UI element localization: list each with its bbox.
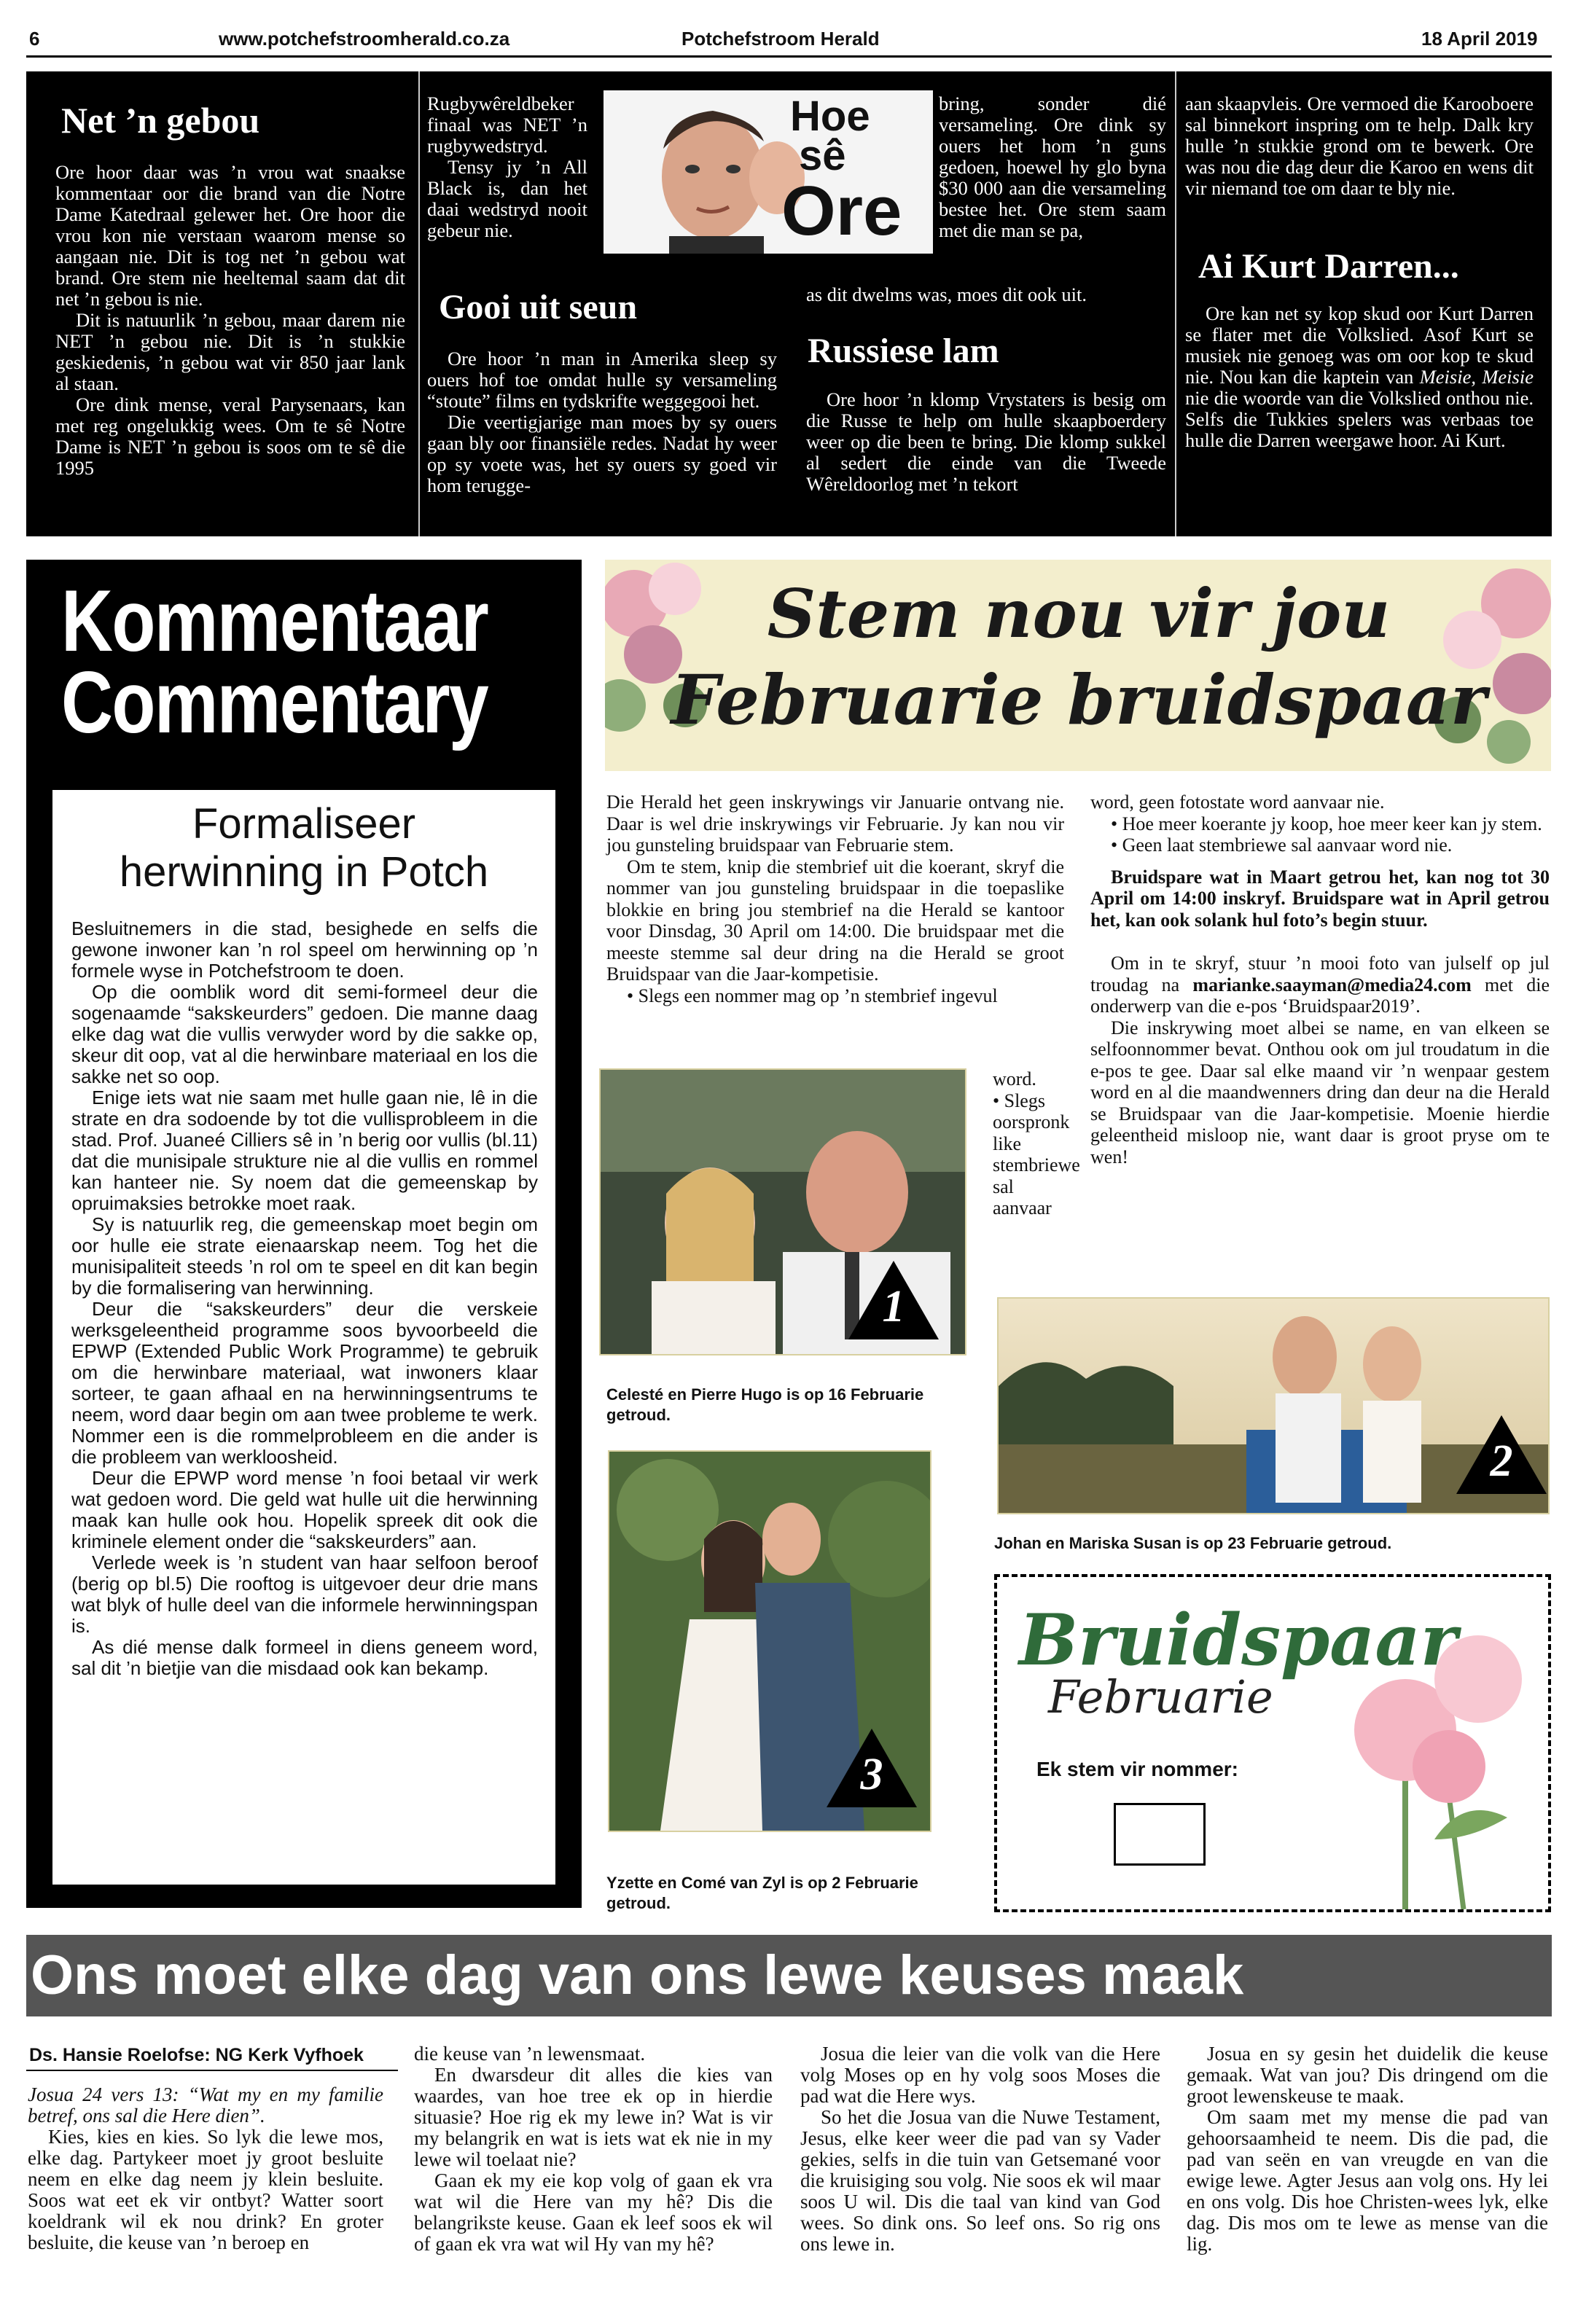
vote-coupon[interactable] <box>994 1574 1551 1912</box>
ons-moet-paragraph: Gaan ek my eie kop volg of gaan ek vra wat wil die Here van my hê? Dis die belangrikste keuse. Gaan ek leef soos ek wil of gaan ek vra wat wil Hy van my hê? <box>414 2170 773 2255</box>
col1-paragraph: Dit is natuurlik ’n gebou, maar darem nie NET ’n gebou nie. Dit is ’n stukkie geskiedenis, ’n gebou wat vir 850 jaar lank al staan. <box>55 309 405 394</box>
kommentaar-headline-2: herwinning in Potch <box>119 848 489 896</box>
kommentaar-paragraph: Op die oomblik word dit semi-formeel deur die sogenaamde “sakskeurders” gedoen. Die manne daag elke dag wat die vullis verwyder word by die sakke op, skeur dit oop, vat al die herwinbare materiaal en los die sakke net so oop. <box>71 981 538 1087</box>
vote-number-box[interactable] <box>1114 1803 1206 1866</box>
couple-photo-3 <box>608 1450 931 1832</box>
kommentaar-paragraph: Enige iets wat nie saam met hulle gaan nie, lê in die strate en dra sodoende by tot die vullisprobleem in die stad. Prof. Juaneé Cilliers sê in ’n berig oor vullis (bl.11) dat die munisipale strukture nie al die vullis en rommel kan hanteer nie. Sy noem dat die gemeenskap by opruimaksies betrokke moet raak. <box>71 1087 538 1214</box>
photo-1-caption: Celesté en Pierre Hugo is op 16 Februarie getroud. <box>606 1385 924 1424</box>
hoe-se-ore-panel <box>26 71 1552 536</box>
col4-text <box>1185 303 1534 451</box>
col1-paragraph: Ore hoor daar was ’n vrou wat snaakse kommentaar oor die brand van die Notre Dame Katedraal gelewer het. Ore hoor die vrou kon nie verstaan waarom mense so aangaan nie. Dit is tog net ’n gebou wat brand. Ore stem nie heeltemal saam dat dit net ’n gebou is nie. <box>55 161 405 310</box>
col4-text-a: Ore kan net sy kop skud oor Kurt Darren se flater met die Volkslied. Asof Kurt se musiek nie genoeg was om oor kop te skud nie. Nou kan die kaptein van <box>1185 302 1534 388</box>
col1-text <box>55 162 405 479</box>
kommentaar-paragraph: As dié mense dalk formeel in diens geneem word, sal dit ’n bietjie van die misdaad ook kan bekamp. <box>71 1636 538 1679</box>
number-badge-2-label: 2 <box>1490 1436 1513 1486</box>
col4-text-b: nie die woorde van die Volkslied onthou nie. Selfs die Tukkies spelers was verbaas toe hulle die Darren weergawe hoor. Ai Kurt. <box>1185 387 1534 451</box>
entry-text-b: met die onderwerp van die e-pos ‘Bruidspaar2019’. <box>1090 974 1550 1017</box>
kommentaar-paragraph: Sy is natuurlik reg, die gemeenskap moet begin om oor hulle eie strate eienaarskap neem. Tog het die munisipaliteit steeds ’n rol om te speel en dit kan begin by die formalisering van herwinning. <box>71 1213 538 1299</box>
hoe-se-ore-logo <box>604 90 933 254</box>
ons-moet-column-2 <box>414 2043 773 2255</box>
ons-moet-column-3 <box>800 2043 1160 2255</box>
photo-2-caption: Johan en Mariska Susan is op 23 Februarie getroud. <box>994 1534 1392 1552</box>
issue-date: 18 April 2019 <box>1421 28 1538 50</box>
logo-text-se: sê <box>799 132 846 179</box>
col3-text <box>806 389 1166 495</box>
byline: Ds. Hansie Roelofse: NG Kerk Vyfhoek <box>29 2045 364 2065</box>
ons-moet-paragraph: So het die Josua van die Nuwe Testament, Jesus, elke keer weer die pad van sy Vader gekies, selfs in die tuin van Getsemané voor die kruisiging sou volg. Nie soos ek wil maar soos U wil. Dis die taal van kind van God wees. So dink ons. So leef ons. So rig ons ons lewe in. <box>800 2106 1160 2255</box>
logo-text-hoe: Hoe <box>790 93 870 140</box>
ons-moet-paragraph: die keuse van ’n lewensmaat. <box>414 2043 646 2065</box>
couple-photo-1 <box>599 1068 966 1355</box>
bruidspaar-right-text <box>1090 791 1550 1167</box>
entry-email-link[interactable]: marianke.saayman@media24.com <box>1192 974 1472 995</box>
col3-text-mid <box>806 284 1166 305</box>
col4-title: Ai Kurt Darren... <box>1198 247 1459 286</box>
col2-text <box>427 348 777 496</box>
coupon-subtitle: Februarie <box>1048 1670 1273 1724</box>
ons-moet-paragraph: En dwarsdeur dit alles die kies van waardes, van hoe tree ek op in hierdie situasie? Hoe rig ek my lewe in? Wat is vir my belangrik en wat is iets wat ek nie in my lewe wil toelaat nie? <box>414 2064 773 2170</box>
col4-text-top <box>1185 93 1534 199</box>
col3-paragraph: bring, sonder dié versameling. Ore dink sy ouers het hom ’n guns gedoen, hoewel hy glo byna $30 000 aan die versameling bestee het. Ore stem saam met die man se pa, <box>939 93 1166 241</box>
banner-line-1: Stem nou vir jou <box>767 574 1391 653</box>
col2-paragraph: Ore hoor ’n man in Amerika sleep sy ouers hof toe omdat hulle sy versameling “stoute” films en tydskrifte weggegooi het. <box>427 348 777 412</box>
masthead: Potchefstroom Herald <box>681 28 880 50</box>
bruidspaar-paragraph: word, geen fotostate word aanvaar nie. <box>1090 791 1385 813</box>
col2-paragraph: Die veertigjarige man moes by sy ouers gaan bly oor finansiële redes. Nadat hy weer op sy voete was, het sy ouers sy goed vir hom terugge- <box>427 411 777 496</box>
bruidspaar-paragraph: • Hoe meer koerante jy koop, hoe meer keer kan jy stem. <box>1111 813 1542 834</box>
bruidspaar-bold-note: Bruidspare wat in Maart getrou het, kan nog tot 30 April om 14:00 inskryf. Bruidspare wat in April getrou het, kan ook solank hul foto’s begin stuur. <box>1090 866 1550 931</box>
ons-moet-paragraph: Josua die leier van die volk van die Here volg Moses op en hy volg soos Moses die pad wat die Here wys. <box>800 2043 1160 2107</box>
bruidspaar-paragraph: • Slegs een nommer mag op ’n stembrief ingevul <box>627 985 998 1006</box>
coupon-label: Ek stem vir nommer: <box>1036 1758 1238 1780</box>
col3-text-top <box>939 93 1166 241</box>
column-divider <box>1175 71 1176 536</box>
header-rule <box>26 55 1552 58</box>
bruidspaar-paragraph: • Slegs oorspronk like stembriewe sal aanvaar <box>993 1089 1080 1218</box>
kommentaar-body <box>71 918 538 1679</box>
ons-moet-paragraph: Josua en sy gesin het duidelik die keuse gemaak. Wat van jou? Dis dringend om die groot lewenskeuse te maak. <box>1187 2043 1548 2107</box>
bruidspaar-paragraph: word. <box>993 1068 1036 1089</box>
col2-paragraph: Tensy jy ’n All Black is, dan het daai wedstryd nooit gebeur nie. <box>427 156 587 241</box>
col4-text-italic: Meisie, Meisie <box>1419 366 1534 388</box>
byline-rule <box>26 2070 398 2071</box>
banner-line-2: Februarie bruidspaar <box>671 660 1487 740</box>
col3-title: Russiese lam <box>808 332 999 370</box>
scripture-quote: Josua 24 vers 13: “Wat my en my familie betref, ons sal die Here dien”. <box>28 2084 383 2127</box>
col2-title: Gooi uit seun <box>439 288 638 326</box>
bruidspaar-paragraph <box>1090 952 1550 1017</box>
kommentaar-article <box>52 790 555 1885</box>
col1-paragraph: Ore dink mense, veral Parysenaars, kan met reg ongelukkig wees. Om te sê Notre Dame is NET ’n gebou is soos om te sê die 1995 <box>55 394 405 479</box>
ons-moet-paragraph: Kies, kies en kies. So lyk die lewe mos, elke dag. Partykeer moet jy groot besluite neem en elke dag neem jy klein besluite. Soos wat eet ek vir ontbyt? Watter soort koeldrank wil ek nou drink? En groter besluite, die keuse van ’n beroep en <box>28 2126 383 2253</box>
bruidspaar-paragraph: • Geen laat stembriewe sal aanvaar word nie. <box>1111 834 1453 856</box>
col2-paragraph: Rugbywêreldbeker finaal was NET ’n rugbywedstryd. <box>427 93 587 157</box>
kommentaar-paragraph: Deur die “sakskeurders” deur die verskeie werksgeleentheid programme soos byvoorbeeld die EPWP (Extended Public Work Programme) te gebruik om die herwinbare materiaal, wat inwoners klaar sorteer, te gaan afhaal en na herwinningsentrums te neem, word daar begin om aan twee probleme te werk. Nommer een is die rommelprobleem en die ander is die probleem van werkloosheid. <box>71 1298 538 1468</box>
bruidspaar-paragraph: Die inskrywing moet albei se name, en van elkeen se selfoonnommer bevat. Onthou ook om jul troudatum in die e-pos te gee. Daar sal elke maand vir ’n wenpaar gestem word en al die maandwenners dring dan deur na die Herald se Bruidspaar van die Jaar-kompetisie. Moenie hierdie geleentheid misloop nie, want daar is groot pryse om te wen! <box>1090 1017 1550 1167</box>
col1-title: Net ’n gebou <box>61 100 260 141</box>
number-badge-3-label: 3 <box>860 1750 883 1799</box>
column-divider <box>418 71 420 536</box>
logo-text-ore: Ore <box>781 172 902 250</box>
page-number: 6 <box>29 28 40 50</box>
kommentaar-paragraph: Besluitnemers in die stad, besighede en selfs die gewone inwoner kan ’n rol speel om herwinning op ’n formele wyse in Potchefstroom te doen. <box>71 918 538 982</box>
kommentaar-box <box>26 560 582 1908</box>
entry-text-a: Om in te skryf, stuur ’n mooi foto van julself op jul troudag na <box>1090 952 1550 995</box>
ons-moet-banner <box>26 1935 1552 2016</box>
col4-paragraph: aan skaapvleis. Ore vermoed die Karooboere sal binnekort inspring om te help. Dalk kry hulle ’n stukkie grond om te bewerk. Ore was nou die dag deur die Karoo en wens dit vir niemand toe om daar te bly nie. <box>1185 93 1534 199</box>
col4-paragraph <box>1185 303 1534 451</box>
coupon-title: Bruidspaar <box>1019 1599 1458 1681</box>
ons-moet-headline: Ons moet elke dag van ons lewe keuses maak <box>31 1944 1244 2006</box>
ons-moet-paragraph: Om saam met my mense die pad van gehoorsaamheid te neem. Dis die pad, die pad van seën en van vreugde en van die ewige lewe. Agter Jesus aan volg ons. Hy lei en ons volg. Dis hoe Christen-wees lyk, elke dag. Dis mos om te lewe as mense van die lig. <box>1187 2106 1548 2255</box>
couple-photo-2 <box>997 1297 1550 1514</box>
ons-moet-column-1 <box>28 2084 383 2253</box>
bruidspaar-banner <box>605 560 1551 771</box>
col3-paragraph: Ore hoor ’n klomp Vrystaters is besig om die Russe te help om hulle skaapboerdery weer op die been te bring. Die klomp sukkel al sedert die einde van die Tweede Wêreldoorlog met ’n tekort <box>806 388 1166 495</box>
bruidspaar-paragraph: Om te stem, knip die stembrief uit die koerant, skryf die nommer van jou gunsteling bruidspaar in die toepaslike blokkie en bring jou stembrief na die Herald se kantoor voor Dinsdag, 30 April om 14:00. Die bruidspaar met die meeste stemme sal deur dring na die Herald se groot Bruidspaar van die Jaar-kompetisie. <box>606 856 1064 985</box>
ons-moet-column-4 <box>1187 2043 1548 2255</box>
bruidspaar-paragraph: Die Herald het geen inskrywings vir Januarie ontvang nie. Daar is wel drie inskrywings vir Februarie. Jy kan nou vir jou gunsteling bruidspaar van Februarie stem. <box>606 791 1064 856</box>
kommentaar-title: Kommentaar <box>61 572 488 670</box>
kommentaar-paragraph: Deur die EPWP word mense ’n fooi betaal vir werk wat gedoen word. Die geld wat hulle uit die herwinning maak kan hulle ook hou. Hopelik spreek dit ook die kriminele element onder die “sakskeurders” aan. <box>71 1467 538 1552</box>
photo-3-caption: Yzette en Comé van Zyl is op 2 Februarie getroud. <box>606 1874 918 1912</box>
bruidspaar-left-text <box>606 791 1064 1006</box>
bruidspaar-left-narrow <box>993 1068 1080 1219</box>
col2-text-top <box>427 93 587 241</box>
col3-paragraph: as dit dwelms was, moes dit ook uit. <box>806 283 1087 305</box>
commentary-title: Commentary <box>61 654 488 751</box>
website-url[interactable]: www.potchefstroomherald.co.za <box>219 28 510 50</box>
kommentaar-paragraph: Verlede week is ’n student van haar selfoon beroof (berig op bl.5) Die rooftog is uitgevoer deur drie mans wat blyk of hulle deel van die informele herwinningspan is. <box>71 1552 538 1637</box>
kommentaar-headline-1: Formaliseer <box>192 800 416 848</box>
number-badge-1-label: 1 <box>882 1282 905 1331</box>
